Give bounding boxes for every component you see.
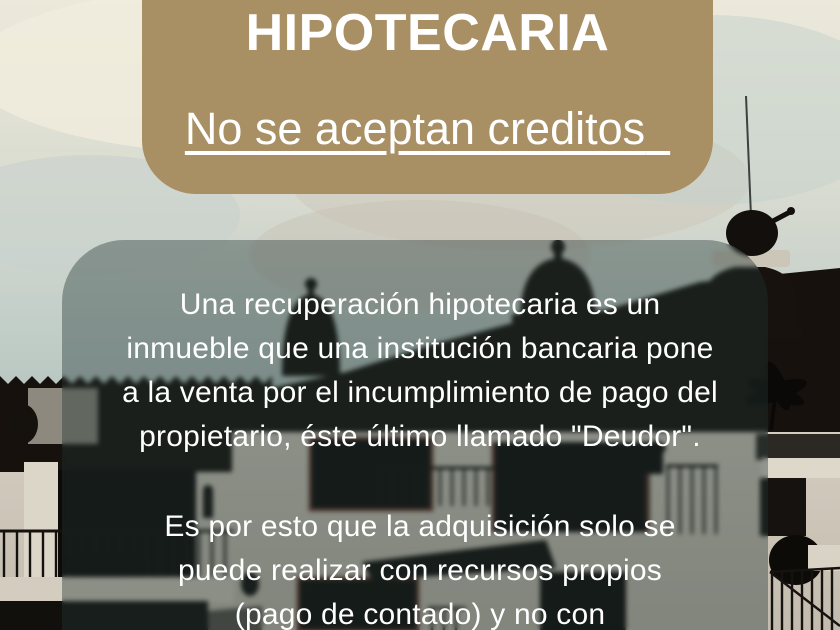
- text-line: Es por esto que la adquisición solo se: [164, 510, 676, 543]
- header-card: [142, 0, 713, 194]
- subtitle-row: [142, 104, 713, 154]
- text-line: Una recuperación hipotecaria es un: [179, 288, 661, 321]
- body-text: [0, 283, 840, 630]
- paragraph-definition: [0, 283, 840, 459]
- paragraph-conditions: [0, 505, 840, 630]
- text-line: inmueble que una institución bancaria pone: [126, 332, 714, 365]
- text-line: (pago de contado) y no con: [234, 598, 606, 630]
- flyer-subtitle: No se aceptan creditos: [184, 103, 646, 154]
- text-line: a la venta por el incumplimiento de pago del: [122, 376, 718, 409]
- text-line: puede realizar con recursos propios: [178, 554, 662, 587]
- flyer-title: HIPOTECARIA: [245, 4, 610, 62]
- text-line: propietario, éste último llamado "Deudor".: [139, 420, 701, 453]
